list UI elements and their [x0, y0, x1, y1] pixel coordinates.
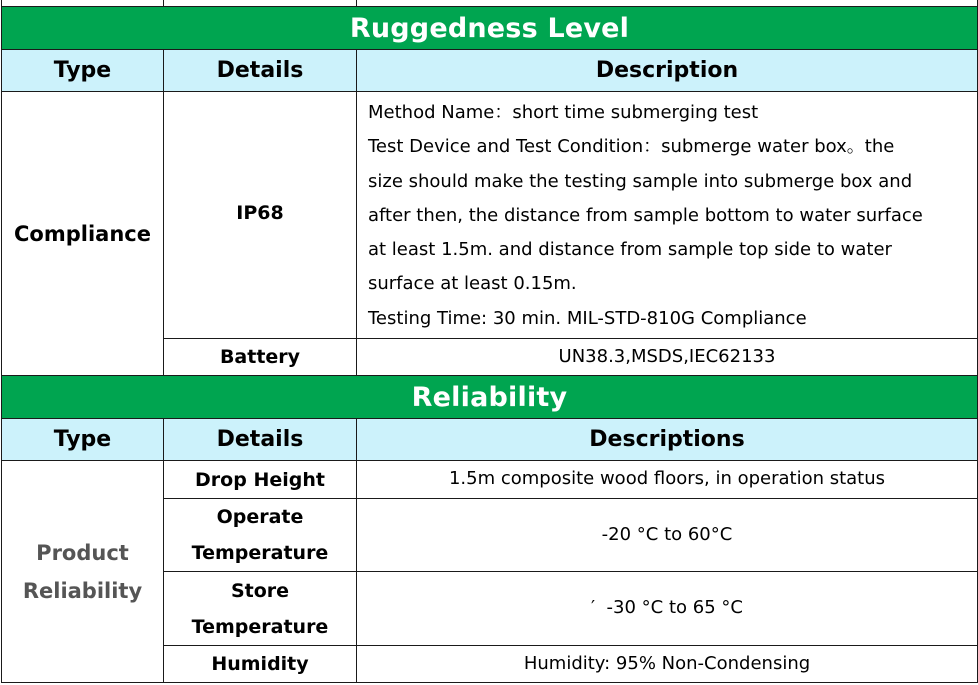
humidity-details-cell: Humidity: [164, 646, 357, 683]
battery-details-cell: Battery: [164, 339, 357, 376]
table-row-ip68: [2, 92, 978, 339]
table-row-drop-height: [2, 461, 978, 499]
drop-height-description-cell: 1.5m composite wood floors, in operation status: [357, 461, 978, 499]
header-details: Details: [164, 419, 357, 461]
header-description: Description: [357, 50, 978, 92]
battery-description-cell: UN38.3,MSDS,IEC62133: [357, 339, 978, 376]
ip68-line: Testing Time: 30 min. MIL-STD-810G Compliance: [368, 307, 807, 329]
details-line: Temperature: [191, 542, 329, 565]
ip68-description-cell: [357, 92, 978, 339]
reliability-section-header: [2, 376, 978, 419]
spec-table: [1, 0, 978, 683]
reliability-title: Reliability: [2, 376, 978, 419]
store-temperature-description-cell: ′ -30 °C to 65 °C: [357, 572, 978, 646]
ip68-line: surface at least 0.15m.: [368, 273, 577, 295]
ip68-line: Method Name：short time submerging test: [368, 102, 759, 123]
details-line: Operate: [216, 506, 304, 529]
store-temperature-details-cell: [164, 572, 357, 646]
ip68-line: size should make the testing sample into submerge box and: [368, 170, 913, 192]
compliance-type-cell: Compliance: [2, 92, 164, 376]
drop-height-details-cell: Drop Height: [164, 461, 357, 499]
product-reliability-line: Reliability: [22, 578, 143, 603]
ip68-line: at least 1.5m. and distance from sample top side to water: [368, 239, 892, 261]
ip68-line: Test Device and Test Condition：submerge water box。the: [368, 136, 895, 158]
product-reliability-type-cell: [2, 461, 164, 683]
ruggedness-section-header: [2, 7, 978, 50]
ip68-line: after then, the distance from sample bottom to water surface: [368, 204, 923, 226]
reliability-column-headers: [2, 419, 978, 461]
ruggedness-title: Ruggedness Level: [2, 7, 978, 50]
operate-temperature-details-cell: [164, 499, 357, 572]
ip68-details-cell: IP68: [164, 92, 357, 339]
humidity-description-cell: Humidity: 95% Non-Condensing: [357, 646, 978, 683]
header-descriptions: Descriptions: [357, 419, 978, 461]
product-reliability-line: Product: [36, 540, 129, 565]
header-details: Details: [164, 50, 357, 92]
operate-temperature-description-cell: -20 °C to 60°C: [357, 499, 978, 572]
header-type: Type: [2, 419, 164, 461]
ruggedness-column-headers: [2, 50, 978, 92]
details-line: Store: [230, 579, 290, 602]
details-line: Temperature: [191, 615, 329, 638]
header-type: Type: [2, 50, 164, 92]
